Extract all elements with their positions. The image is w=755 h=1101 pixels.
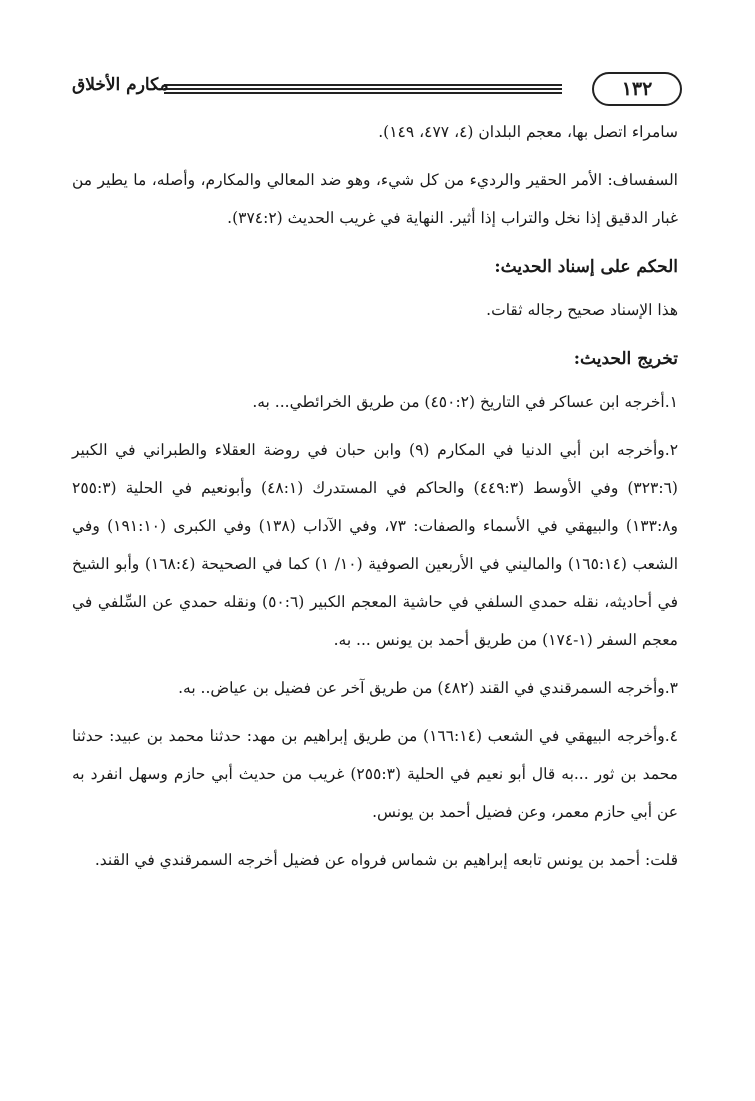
heading-takhrij: تخريج الحديث: [573, 349, 678, 369]
takhrij-item-1: ١.أخرجه ابن عساكر في التاريخ (٤٥٠:٢) من طريق الخرائطي... به. [252, 393, 678, 411]
page-number: ١٣٢ [592, 72, 682, 106]
paragraph-isnad-ruling: هذا الإسناد صحيح رجاله ثقات. [486, 301, 678, 319]
header-divider [164, 84, 562, 94]
heading-isnad-ruling: الحكم على إسناد الحديث: [494, 257, 678, 277]
takhrij-item-4: ٤.وأخرجه البيهقي في الشعب (١٦٦:١٤) من طريق إبراهيم بن مهد: حدثنا محمد بن عبيد: حدثنا محمد بن ثور ...به قال أبو نعيم في الحلية (٢٥٥:٣) غريب من حديث أبي حازم وسهل انفرد به عن أبي حازم معمر، وعن فضيل أحمد بن يونس. [72, 727, 678, 821]
paragraph-sifsaf: السفساف: الأمر الحقير والرديء من كل شيء، وهو ضد المعالي والمكارم، وأصله، ما يطير من غبار الدقيق إذا نخل والتراب إذا أثير. النهاية في غريب الحديث (٣٧٤:٢). [72, 171, 678, 227]
page-header [72, 72, 682, 106]
paragraph-samarra: سامراء اتصل بها، معجم البلدان (٤، ٤٧٧، ١٤٩). [378, 123, 678, 141]
takhrij-item-3: ٣.وأخرجه السمرقندي في القند (٤٨٢) من طريق آخر عن فضيل بن عياض.. به. [178, 679, 678, 697]
running-title: مكارم الأخلاق [72, 75, 169, 95]
paragraph-author-note: قلت: أحمد بن يونس تابعه إبراهيم بن شماس فرواه عن فضيل أخرجه السمرقندي في القند. [94, 851, 678, 869]
takhrij-item-2: ٢.وأخرجه ابن أبي الدنيا في المكارم (٩) وابن حبان في روضة العقلاء والطبراني في الكبير (٣٢٣:٦) وفي الأوسط (٤٤٩:٣) والحاكم في المستدرك (٤٨:١) وأبونعيم في الحلية (٢٥٥:٣ و١٣٣:٨) والبيهقي في الأسماء والصفات: ٧٣، وفي الآداب (١٣٨) وفي الكبرى (١٩١:١٠) وفي الشعب (١٦٥:١٤) والماليني في الأربعين الصوفية (١٠/ ١) كما في الصحيحة (١٦٨:٤) وأبو الشيخ في أحاديثه، نقله حمدي السلفي في حاشية المعجم الكبير (٥٠:٦) ونقله حمدي عن السِّلفي في معجم السفر (١-١٧٤) من طريق أحمد بن يونس ... به. [72, 441, 679, 649]
page-body [72, 113, 678, 879]
